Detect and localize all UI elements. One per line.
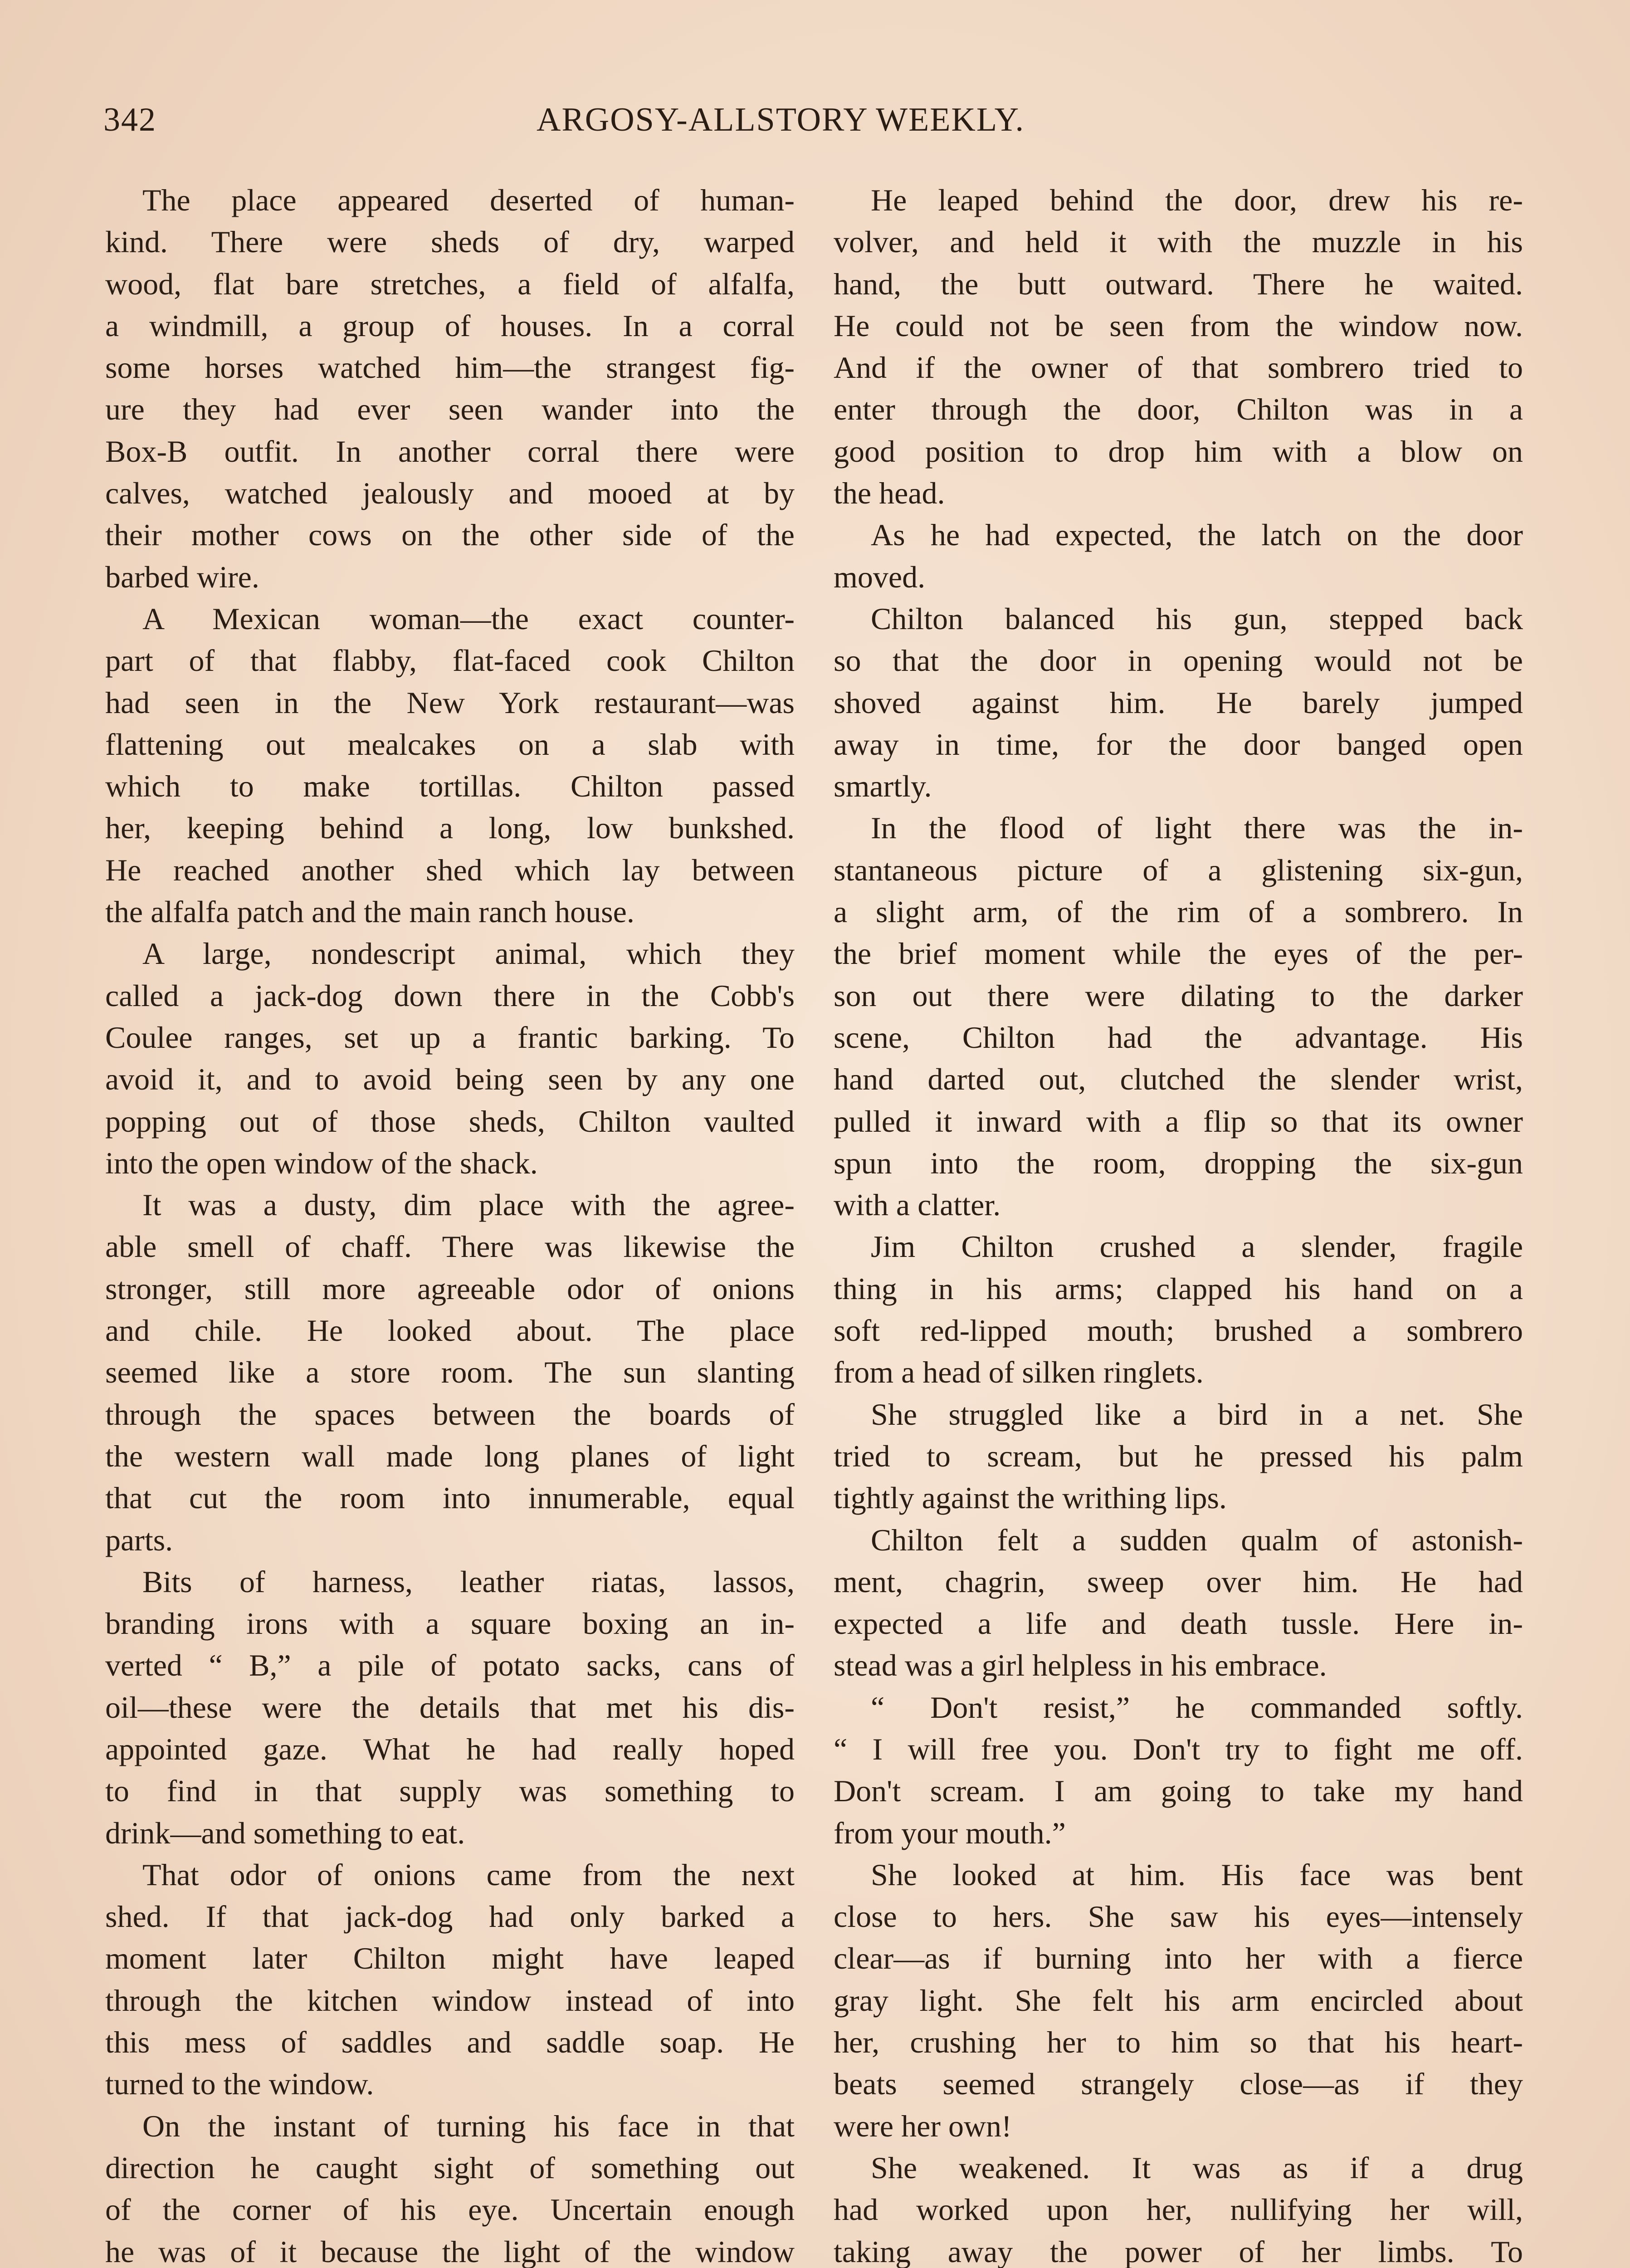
text-line: oil—these were the details that met his dis- (105, 1690, 795, 1725)
text-line: from your mouth.” (834, 1815, 1066, 1850)
paragraph (834, 1393, 1523, 1519)
text-line: her, keeping behind a long, low bunkshed. (105, 811, 795, 846)
text-line: drink—and something to eat. (105, 1815, 465, 1850)
text-line: the brief moment while the eyes of the per- (834, 936, 1523, 971)
text-line: thing in his arms; clapped his hand on a (834, 1271, 1523, 1306)
right-column (834, 179, 1523, 2268)
text-line: taking away the power of her limbs. To (834, 2234, 1523, 2268)
text-line: appointed gaze. What he had really hoped (105, 1731, 795, 1766)
text-line: volver, and held it with the muzzle in his (834, 225, 1523, 259)
text-line: Chilton felt a sudden qualm of astonish- (871, 1522, 1523, 1557)
text-line: gray light. She felt his arm encircled about (834, 1983, 1523, 2018)
text-line: were her own! (834, 2108, 1012, 2143)
text-line: flattening out mealcakes on a slab with (105, 727, 795, 762)
text-line: A Mexican woman—the exact counter- (142, 601, 795, 636)
text-line: verted “ B,” a pile of potato sacks, cans of (105, 1648, 795, 1683)
text-line: She weakened. It was as if a drug (871, 2150, 1523, 2185)
paragraph (834, 1519, 1523, 1686)
text-line: moment later Chilton might have leaped (105, 1941, 795, 1976)
text-line: parts. (105, 1522, 173, 1557)
text-line: Bits of harness, leather riatas, lassos, (142, 1564, 795, 1599)
text-line: good position to drop him with a blow on (834, 434, 1523, 469)
text-line: turned to the window. (105, 2067, 374, 2102)
text-line: expected a life and death tussle. Here in- (834, 1606, 1523, 1641)
paragraph (834, 1686, 1523, 1854)
text-line: avoid it, and to avoid being seen by any one (105, 1062, 795, 1097)
paragraph (834, 179, 1523, 514)
text-line: away in time, for the door banged open (834, 727, 1523, 762)
text-line: She looked at him. His face was bent (871, 1857, 1523, 1892)
text-line: had seen in the New York restaurant—was (105, 685, 795, 720)
text-line: As he had expected, the latch on the door (871, 518, 1523, 552)
paragraph (105, 1854, 795, 2105)
text-line: A large, nondescript animal, which they (142, 936, 795, 971)
text-line: wood, flat bare stretches, a field of alfalfa, (105, 266, 795, 301)
text-line: Chilton balanced his gun, stepped back (871, 601, 1523, 636)
paragraph (834, 514, 1523, 598)
text-line: soft red-lipped mouth; brushed a sombrero (834, 1313, 1523, 1348)
text-line: and chile. He looked about. The place (105, 1313, 795, 1348)
text-line: a windmill, a group of houses. In a corral (105, 308, 795, 343)
text-line: calves, watched jealously and mooed at by (105, 476, 795, 511)
text-line: hand darted out, clutched the slender wrist, (834, 1062, 1523, 1097)
paragraph (105, 1561, 795, 1854)
text-line: stronger, still more agreeable odor of onions (105, 1271, 795, 1306)
paragraph (105, 179, 795, 598)
text-line: enter through the door, Chilton was in a (834, 392, 1523, 427)
text-line: able smell of chaff. There was likewise the (105, 1229, 795, 1264)
text-line: moved. (834, 559, 926, 594)
text-line: hand, the butt outward. There he waited. (834, 266, 1523, 301)
text-line: shed. If that jack-dog had only barked a (105, 1899, 795, 1934)
text-line: to find in that supply was something to (105, 1774, 795, 1809)
paragraph (105, 598, 795, 933)
text-line: stead was a girl helpless in his embrace. (834, 1648, 1327, 1683)
left-column (105, 179, 795, 2268)
paragraph (834, 1854, 1523, 2147)
text-line: the alfalfa patch and the main ranch house. (105, 894, 634, 929)
text-line: with a clatter. (834, 1188, 1001, 1222)
text-line: Box-B outfit. In another corral there were (105, 434, 795, 469)
text-line: stantaneous picture of a glistening six-gun, (834, 852, 1523, 887)
text-line: Coulee ranges, set up a frantic barking. To (105, 1020, 795, 1055)
text-line: tightly against the writhing lips. (834, 1481, 1227, 1515)
running-title: ARGOSY-ALLSTORY WEEKLY. (537, 101, 1025, 138)
text-line: scene, Chilton had the advantage. His (834, 1020, 1523, 1055)
text-line: popping out of those sheds, Chilton vaulted (105, 1104, 795, 1139)
text-line: beats seemed strangely close—as if they (834, 2067, 1523, 2102)
text-line: from a head of silken ringlets. (834, 1355, 1204, 1390)
text-line: “ I will free you. Don't try to fight me off. (834, 1731, 1523, 1766)
text-line: into the open window of the shack. (105, 1145, 538, 1180)
text-line: which to make tortillas. Chilton passed (105, 769, 795, 804)
text-line: barbed wire. (105, 559, 259, 594)
text-line: part of that flabby, flat-faced cook Chilton (105, 643, 795, 678)
text-line: some horses watched him—the strangest fig- (105, 350, 795, 385)
paragraph (105, 2105, 795, 2268)
text-line: tried to scream, but he pressed his palm (834, 1438, 1523, 1473)
text-line: Jim Chilton crushed a slender, fragile (871, 1229, 1523, 1264)
text-line: In the flood of light there was the in- (871, 811, 1523, 846)
text-line: And if the owner of that sombrero tried to (834, 350, 1523, 385)
text-line: through the spaces between the boards of (105, 1397, 795, 1432)
paragraph (105, 1184, 795, 1561)
text-line: She struggled like a bird in a net. She (871, 1397, 1523, 1432)
text-line: seemed like a store room. The sun slanting (105, 1355, 795, 1390)
text-line: The place appeared deserted of human- (142, 183, 795, 217)
text-line: shoved against him. He barely jumped (834, 685, 1523, 720)
paragraph (105, 933, 795, 1184)
text-line: Don't scream. I am going to take my hand (834, 1774, 1523, 1809)
text-line: smartly. (834, 769, 932, 804)
text-line: It was a dusty, dim place with the agree- (142, 1188, 795, 1222)
text-line: close to hers. She saw his eyes—intensely (834, 1899, 1523, 1934)
text-line: called a jack-dog down there in the Cobb's (105, 978, 795, 1013)
text-line: “ Don't resist,” he commanded softly. (871, 1690, 1523, 1725)
paragraph (834, 807, 1523, 1226)
text-line: spun into the room, dropping the six-gun (834, 1145, 1523, 1180)
text-line: their mother cows on the other side of the (105, 518, 795, 552)
text-line: He could not be seen from the window now. (834, 308, 1523, 343)
text-line: pulled it inward with a flip so that its owner (834, 1104, 1523, 1139)
text-line: That odor of onions came from the next (142, 1857, 795, 1892)
page-header (103, 97, 1523, 142)
text-line: through the kitchen window instead of into (105, 1983, 795, 2018)
text-line: On the instant of turning his face in that (142, 2108, 795, 2143)
text-line: clear—as if burning into her with a fierce (834, 1941, 1523, 1976)
text-line: that cut the room into innumerable, equal (105, 1481, 795, 1515)
text-line: the head. (834, 476, 945, 511)
text-line: a slight arm, of the rim of a sombrero. In (834, 894, 1523, 929)
text-line: ment, chagrin, sweep over him. He had (834, 1564, 1523, 1599)
text-line: kind. There were sheds of dry, warped (105, 225, 795, 259)
text-line: He reached another shed which lay between (105, 852, 795, 887)
paragraph (834, 2147, 1523, 2268)
text-line: had worked upon her, nullifying her will, (834, 2192, 1523, 2227)
text-line: this mess of saddles and saddle soap. He (105, 2025, 795, 2060)
paragraph (834, 1226, 1523, 1393)
text-line: of the corner of his eye. Uncertain enough (105, 2192, 795, 2227)
text-line: the western wall made long planes of light (105, 1438, 795, 1473)
text-line: son out there were dilating to the darker (834, 978, 1523, 1013)
text-line: he was of it because the light of the window (105, 2234, 795, 2268)
paragraph (834, 598, 1523, 807)
page-number: 342 (103, 101, 156, 138)
text-line: branding irons with a square boxing an in- (105, 1606, 795, 1641)
text-line: her, crushing her to him so that his heart- (834, 2025, 1523, 2060)
text-line: ure they had ever seen wander into the (105, 392, 795, 427)
text-line: direction he caught sight of something out (105, 2150, 795, 2185)
text-line: He leaped behind the door, drew his re- (871, 183, 1523, 217)
text-line: so that the door in opening would not be (834, 643, 1523, 678)
